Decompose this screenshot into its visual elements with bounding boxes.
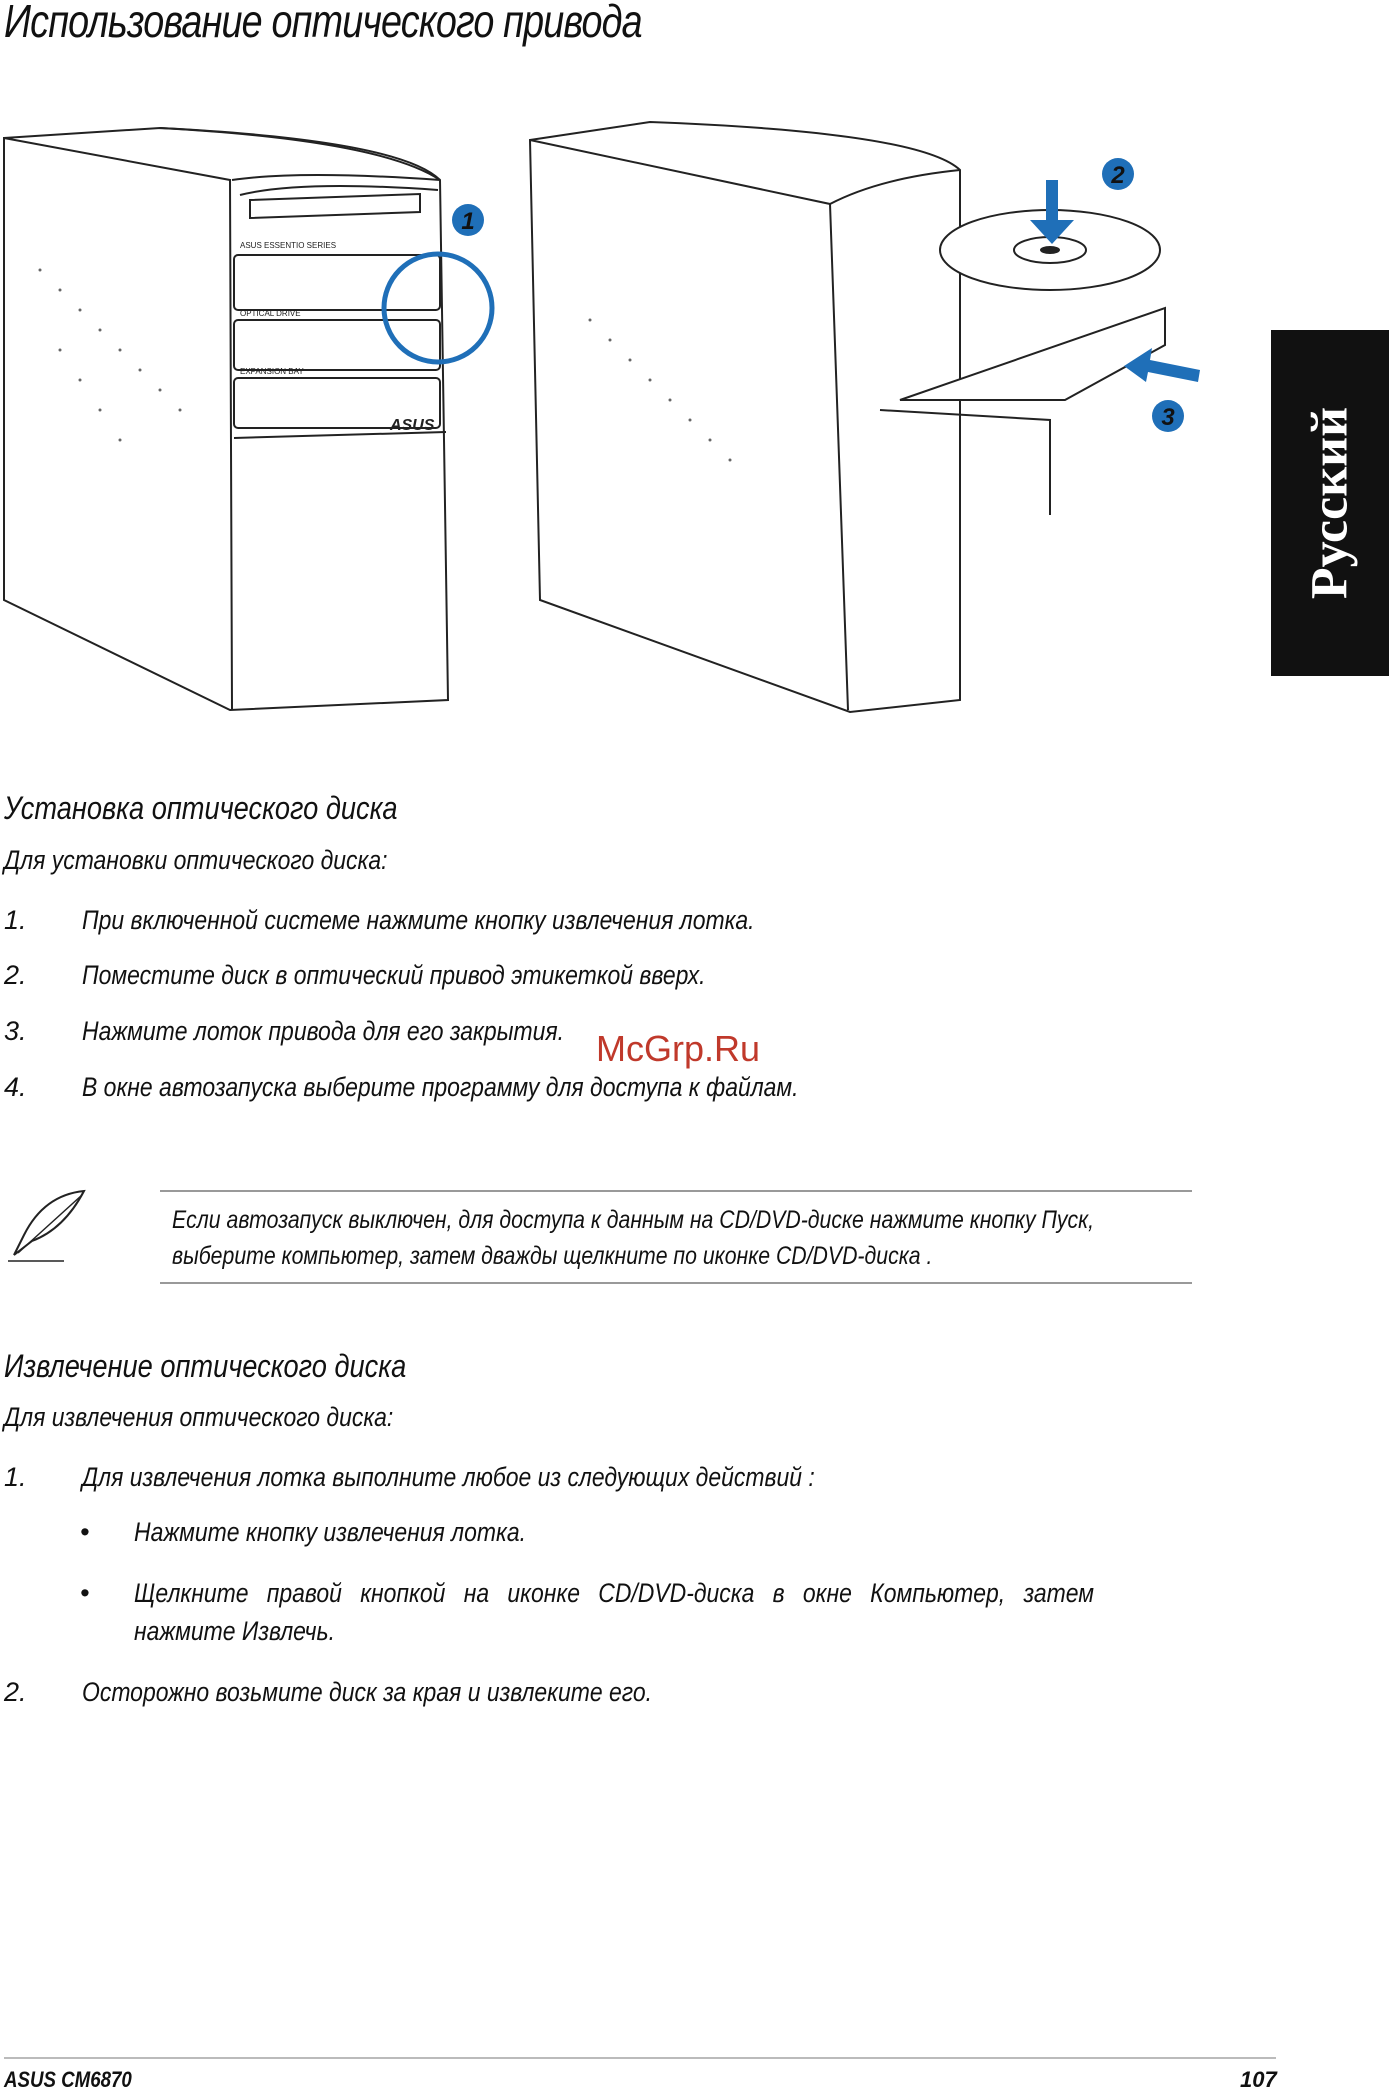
language-side-tab bbox=[1271, 330, 1389, 676]
step-text: Нажмите лоток привода для его закрытия. bbox=[82, 1016, 565, 1046]
step-badge-2 bbox=[1102, 158, 1134, 190]
note-line-1: Если автозапуск выключен, для доступа к данным на CD/DVD-диске нажмите кнопку Пуск, bbox=[172, 1206, 1095, 1234]
note-top-divider bbox=[160, 1190, 1192, 1192]
language-label: Русский bbox=[1301, 406, 1359, 600]
step-number: 3. bbox=[4, 1016, 27, 1046]
bay-label: EXPANSION BAY bbox=[240, 367, 304, 376]
asus-logo: ASUS bbox=[390, 417, 435, 434]
optical-drive-illustration bbox=[0, 120, 1260, 730]
install-intro: Для установки оптического диска: bbox=[4, 845, 388, 875]
step-number: 2. bbox=[4, 960, 27, 990]
page-title: Использование оптического привода bbox=[4, 0, 642, 47]
page-number: 107 bbox=[1240, 2067, 1277, 2092]
watermark: McGrp.Ru bbox=[596, 1028, 761, 1069]
step-text: Поместите диск в оптический привод этикеткой вверх. bbox=[82, 960, 706, 990]
note-text bbox=[172, 1202, 1094, 1274]
step-text: Для извлечения лотка выполните любое из следующих действий : bbox=[82, 1462, 815, 1492]
bay-label: ASUS ESSENTIO SERIES bbox=[240, 241, 337, 250]
svg-text:3: 3 bbox=[1161, 404, 1175, 431]
footer-divider bbox=[4, 2057, 1276, 2059]
step-badge-1 bbox=[452, 204, 484, 236]
step-text: При включенной системе нажмите кнопку извлечения лотка. bbox=[82, 905, 755, 935]
install-heading: Установка оптического диска bbox=[4, 790, 398, 826]
eject-intro: Для извлечения оптического диска: bbox=[4, 1402, 394, 1432]
feather-pen-icon bbox=[4, 1185, 94, 1265]
bay-label: OPTICAL DRIVE bbox=[240, 309, 301, 318]
step-number: 1. bbox=[4, 1462, 27, 1492]
eject-heading: Извлечение оптического диска bbox=[4, 1348, 407, 1384]
bullet-text: Нажмите кнопку извлечения лотка. bbox=[134, 1517, 526, 1547]
note-line-2: выберите компьютер, затем дважды щелкните по иконке CD/DVD-диска . bbox=[172, 1242, 933, 1270]
note-bottom-divider bbox=[160, 1282, 1192, 1284]
step-text: В окне автозапуска выберите программу для доступа к файлам. bbox=[82, 1072, 799, 1102]
svg-text:1: 1 bbox=[461, 208, 475, 235]
step-badge-3 bbox=[1152, 400, 1184, 432]
bullet-text: Щелкните правой кнопкой на иконке CD/DVD-диска в окне Компьютер, затем bbox=[134, 1578, 1094, 1608]
bullet-text: нажмите Извлечь. bbox=[134, 1616, 335, 1646]
footer-model: ASUS CM6870 bbox=[4, 2067, 132, 2092]
step-number: 4. bbox=[4, 1072, 27, 1102]
svg-text:2: 2 bbox=[1111, 162, 1125, 189]
step-number: 1. bbox=[4, 905, 27, 935]
step-text: Осторожно возьмите диск за края и извлеките его. bbox=[82, 1677, 653, 1707]
step-number: 2. bbox=[4, 1677, 27, 1707]
